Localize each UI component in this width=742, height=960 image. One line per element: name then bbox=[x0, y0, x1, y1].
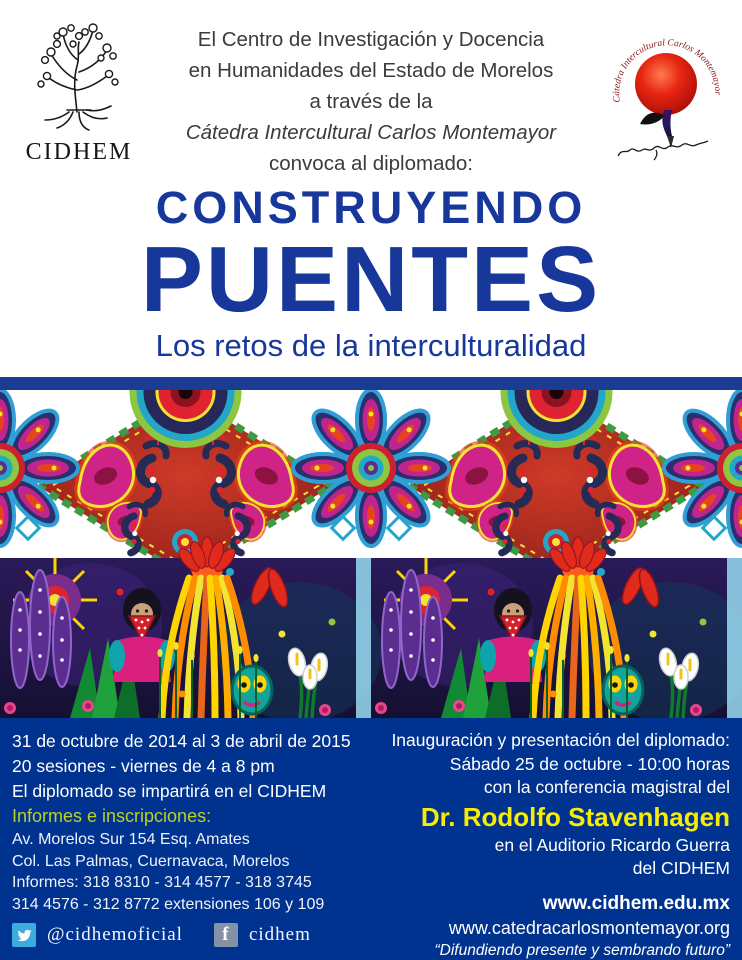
title-block bbox=[0, 181, 742, 364]
speaker-name: Dr. Rodolfo Stavenhagen bbox=[420, 801, 730, 832]
opening-line-2: Sábado 25 de octubre - 10:00 horas bbox=[449, 753, 730, 774]
cidhem-wordmark: CIDHEM bbox=[25, 139, 133, 165]
divider-bar bbox=[0, 377, 742, 390]
header-line-1: El Centro de Investigación y Docencia bbox=[197, 28, 545, 51]
auditorium-line-2: del CIDHEM bbox=[632, 858, 730, 878]
auditorium-line-1: en el Auditorio Ricardo Guerra bbox=[494, 834, 730, 855]
facebook-handle[interactable]: cidhem bbox=[248, 924, 311, 945]
title-line-1: CONSTRUYENDO bbox=[155, 182, 587, 233]
catedra-logo-fruit bbox=[635, 53, 697, 115]
opening-line-1: Inauguración y presentación del diplomado: bbox=[391, 730, 730, 750]
twitter-icon[interactable] bbox=[12, 923, 36, 947]
event-sessions: 20 sesiones - viernes de 4 a 8 pm bbox=[12, 756, 275, 776]
event-dates: 31 de octubre de 2014 al 3 de abril de 2015 bbox=[12, 731, 351, 751]
cidhem-logo bbox=[16, 20, 142, 166]
details-left-column bbox=[12, 729, 351, 915]
website-cidhem-link[interactable]: www.cidhem.edu.mx bbox=[542, 892, 730, 914]
social-row bbox=[12, 923, 311, 947]
catedra-logo bbox=[604, 18, 728, 174]
cidhem-tree-icon bbox=[27, 20, 131, 132]
phones-line-1: Informes: 318 8310 - 314 4577 - 318 3745 bbox=[12, 874, 312, 891]
folk-art-illustration bbox=[0, 390, 742, 718]
header-line-3: a través de la bbox=[309, 90, 433, 113]
title-line-2: PUENTES bbox=[140, 227, 602, 331]
title-subtitle: Los retos de la interculturalidad bbox=[155, 328, 587, 363]
details-panel bbox=[0, 718, 742, 960]
opening-line-3: con la conferencia magistral del bbox=[483, 777, 730, 797]
catedra-logo-signature bbox=[618, 141, 708, 160]
catedra-logo-leaf bbox=[640, 113, 664, 125]
header-line-4: Cátedra Intercultural Carlos Montemayor bbox=[185, 121, 557, 144]
address-line-1: Av. Morelos Sur 154 Esq. Amates bbox=[12, 831, 250, 848]
catedra-logo-stem bbox=[662, 110, 672, 138]
phones-line-2: 314 4576 - 312 8772 extensiones 106 y 109 bbox=[12, 895, 325, 913]
info-heading: Informes e inscripciones: bbox=[12, 806, 212, 826]
header-text bbox=[145, 24, 597, 179]
address-line-2: Col. Las Palmas, Cuernavaca, Morelos bbox=[12, 852, 290, 870]
header-line-2: en Humanidades del Estado de Morelos bbox=[188, 59, 554, 82]
website-catedra-link[interactable]: www.catedracarlosmontemayor.org bbox=[448, 917, 730, 938]
catedra-logo-arc-text: Cátedra Intercultural Carlos Montemayor bbox=[612, 38, 723, 103]
facebook-icon[interactable]: f bbox=[214, 923, 238, 947]
header-line-5: convoca al diplomado: bbox=[269, 152, 473, 175]
twitter-handle[interactable]: @cidhemoficial bbox=[47, 924, 183, 945]
motto-quote: “Difundiendo presente y sembrando futuro” bbox=[434, 941, 730, 959]
event-venue: El diplomado se impartirá en el CIDHEM bbox=[12, 781, 327, 801]
details-right-column bbox=[391, 729, 730, 960]
